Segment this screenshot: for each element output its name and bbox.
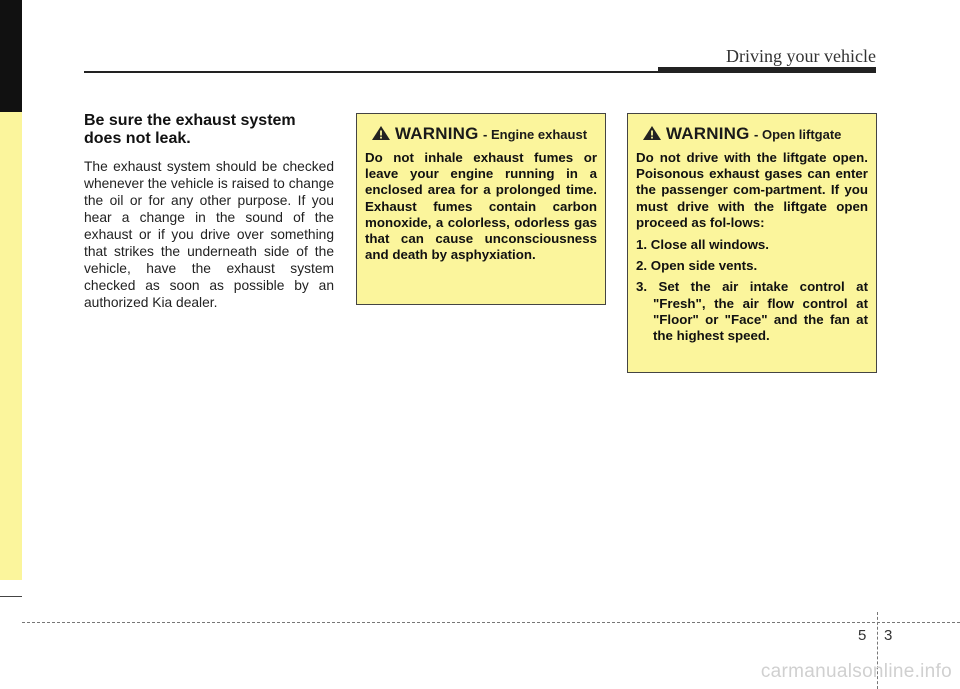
warning-triangle-icon <box>642 125 662 141</box>
warning-header <box>636 124 868 144</box>
chapter-number: 5 <box>858 627 867 644</box>
warning-label: WARNING <box>666 124 750 143</box>
page-number: 3 <box>884 627 893 644</box>
warning-subtitle: - Open liftgate <box>754 127 842 142</box>
list-item: 1. Close all windows. <box>636 237 770 253</box>
list-item: 3. Set the air intake control at "Fresh", the air flow control at "Floor" or "Face" and the fan at the highest speed. <box>636 279 868 344</box>
warning-body: Do not drive with the liftgate open. Poisonous exhaust gases can enter the passenger com-partment. If you must drive with the liftgate open proceed as fol-lows: <box>636 150 868 230</box>
warning-label: WARNING <box>395 124 479 143</box>
footer-rule <box>22 622 960 623</box>
exhaust-leak-section <box>84 112 334 311</box>
header-rule-thick <box>658 67 876 73</box>
chapter-tab <box>0 0 22 112</box>
section-body: The exhaust system should be checked whenever the vehicle is raised to change the oil or for any other purpose. If you hear a change in the sound of the exhaust or if you drive over something that strikes the underneath side of the vehicle, have the exhaust system checked as soon as possible by an authorized Kia dealer. <box>84 159 334 310</box>
warning-box-open-liftgate <box>627 113 877 373</box>
section-heading: Be sure the exhaust system does not leak. <box>84 112 296 147</box>
warning-subtitle: - Engine exhaust <box>483 127 588 142</box>
side-tick-line <box>0 596 22 597</box>
warning-title <box>395 124 587 144</box>
section-title: Driving your vehicle <box>726 46 876 66</box>
header-rule <box>84 71 658 73</box>
list-item: 2. Open side vents. <box>636 258 758 274</box>
warning-title <box>666 124 841 144</box>
warning-header <box>365 124 597 144</box>
warning-box-engine-exhaust <box>356 113 606 305</box>
chapter-side-band <box>0 112 22 580</box>
warning-triangle-icon <box>371 125 391 141</box>
watermark: carmanualsonline.info <box>760 661 952 682</box>
warning-steps <box>636 237 868 344</box>
warning-body: Do not inhale exhaust fumes or leave your engine running in a enclosed area for a prolonged time. Exhaust fumes contain carbon monoxide, a colorless, odorless gas that can cause unconsciousness and death by asphyxiation. <box>365 150 597 263</box>
